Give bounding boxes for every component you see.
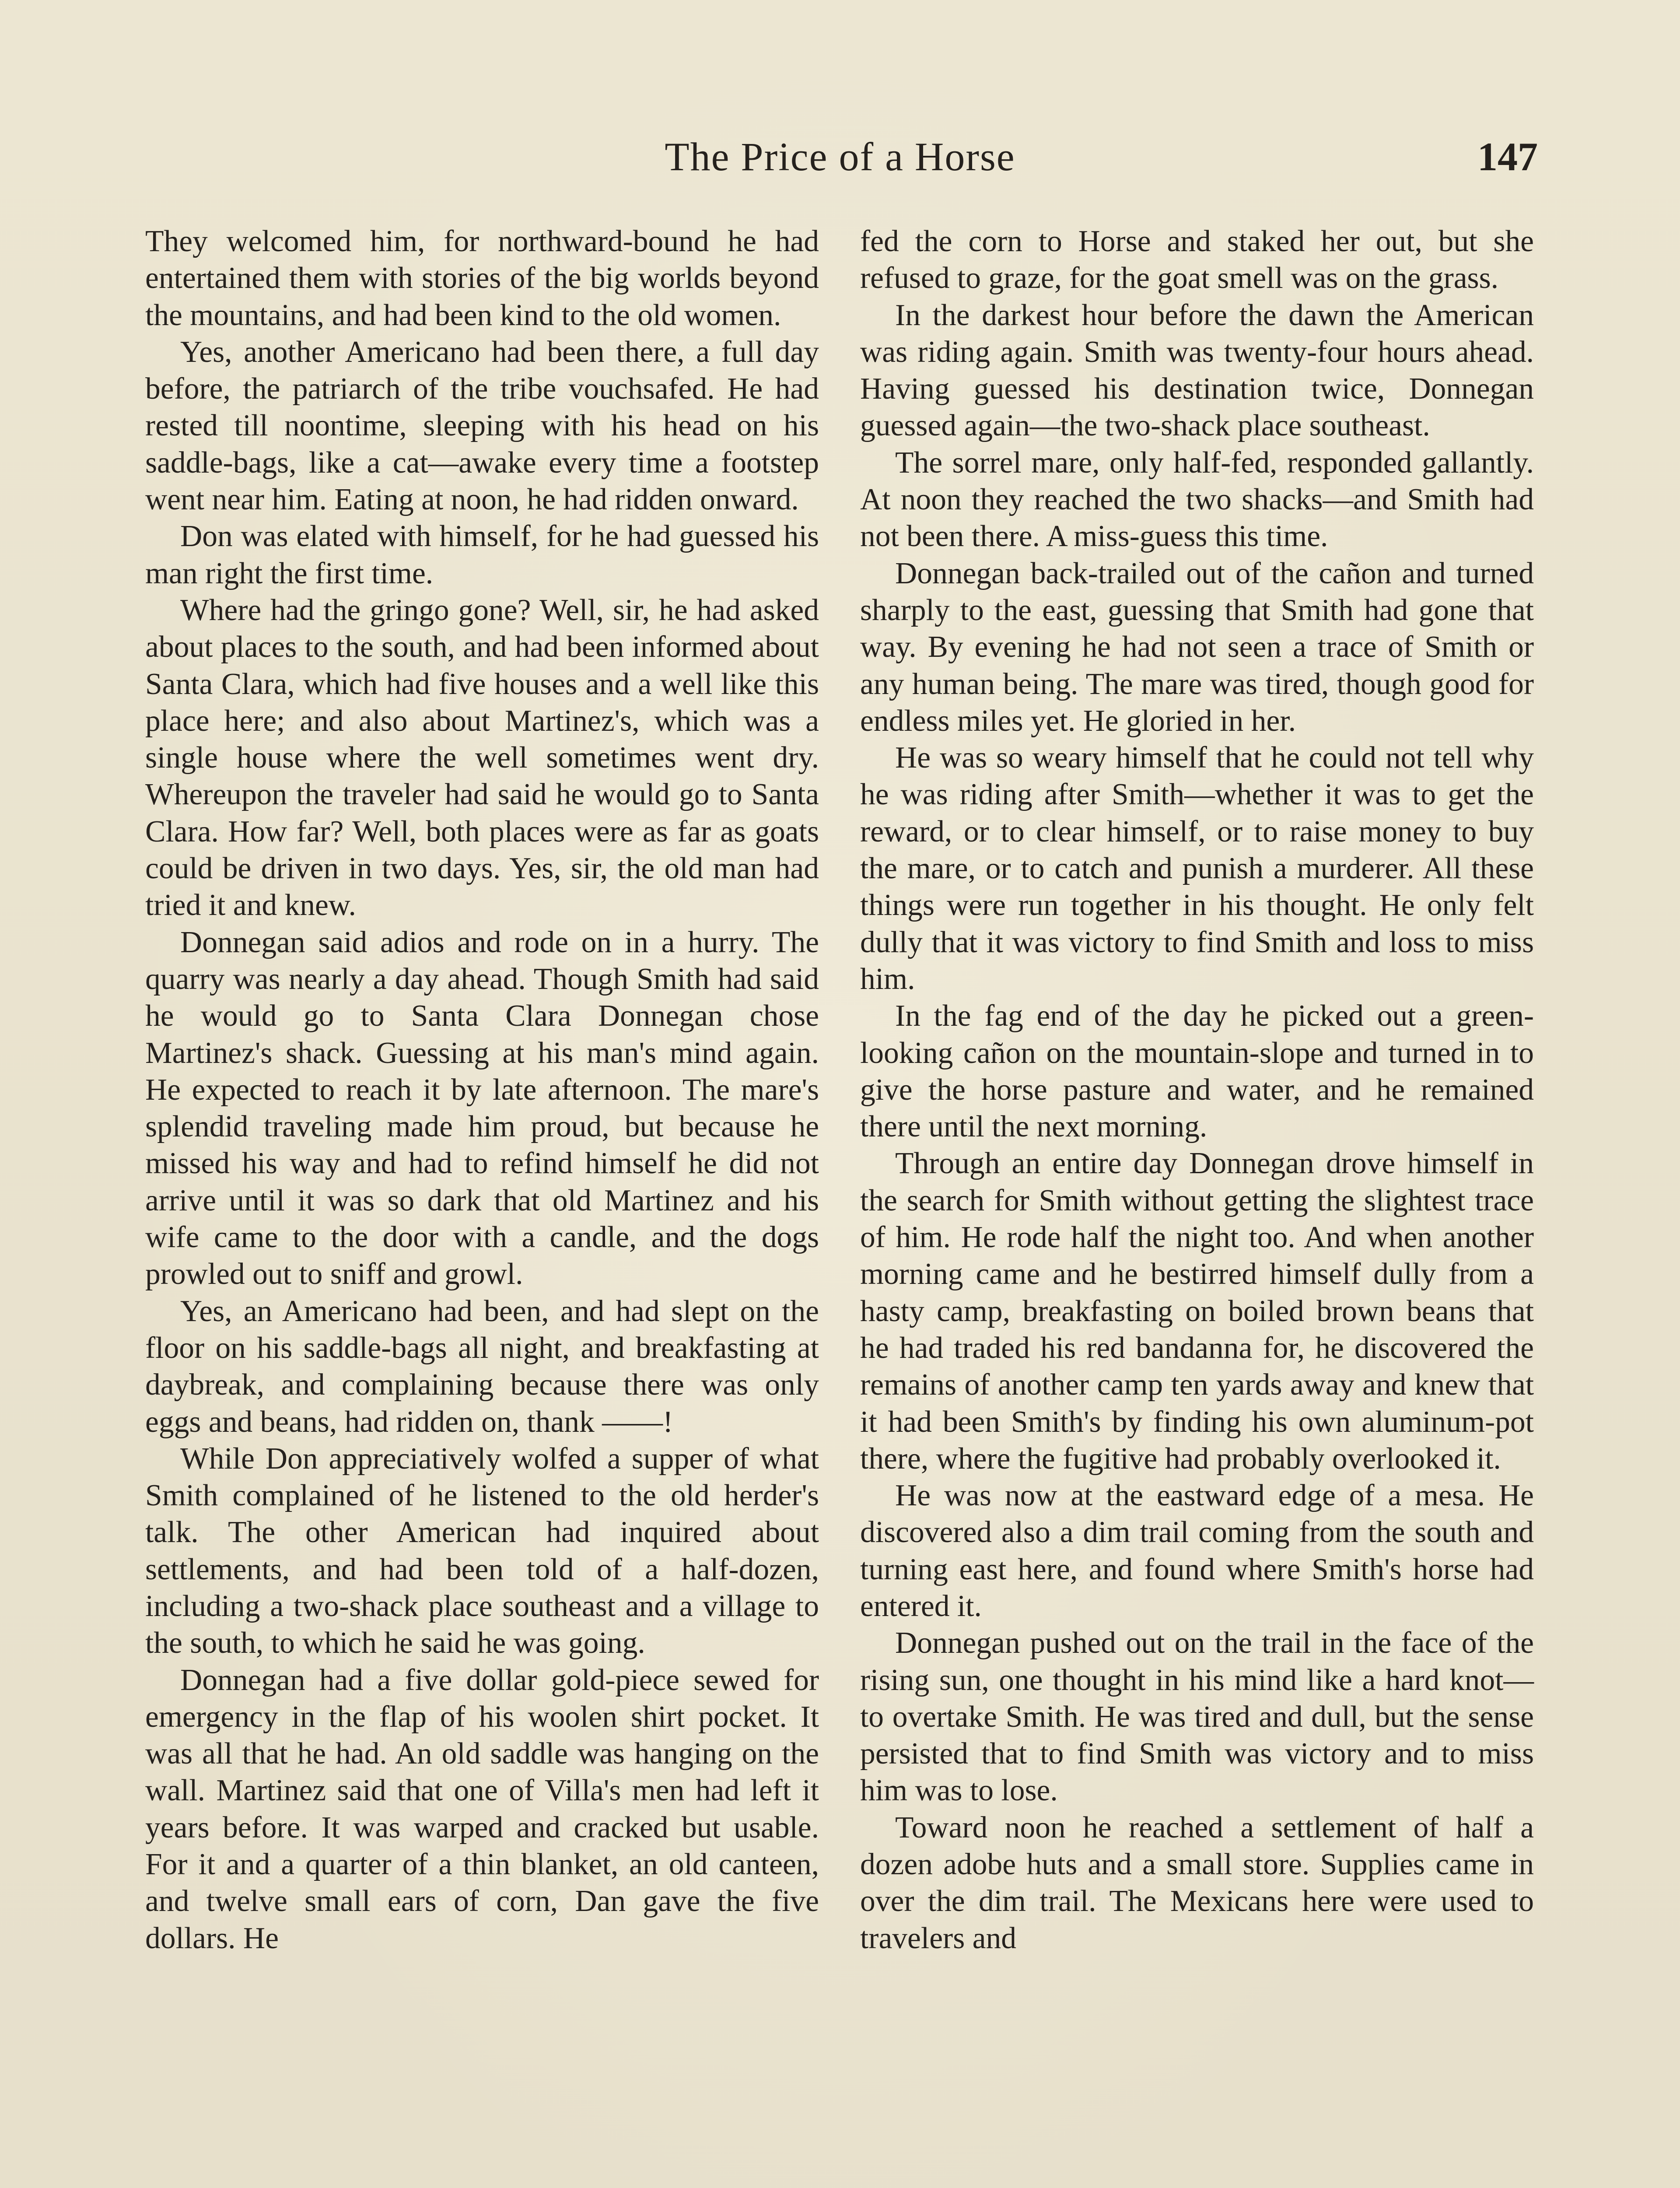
paragraph: In the darkest hour before the dawn the American was riding again. Smith was twenty-four hours ahead. Having guessed his destination twice, Donnegan guessed again—the two-shack place southeast.	[860, 298, 1534, 443]
paragraph: Don was elated with himself, for he had guessed his man right the first time.	[145, 519, 819, 590]
paragraph: Yes, an Americano had been, and had slept on the floor on his saddle-bags all night, and breakfasting at daybreak, and complaining because there was only eggs and beans, had ridden on, thank ——!	[145, 1294, 819, 1439]
paragraph: Yes, another Americano had been there, a full day before, the patriarch of the tribe vouchsafed. He had rested till noontime, sleeping with his head on his saddle-bags, like a cat—awake every time a footstep went near him. Eating at noon, he had ridden onward.	[145, 335, 819, 517]
paragraph: Toward noon he reached a settlement of half a dozen adobe huts and a small store. Supplies came in over the dim trail. The Mexicans here were used to travelers and	[860, 1810, 1534, 1955]
paragraph: Where had the gringo gone? Well, sir, he had asked about places to the south, and had been informed about Santa Clara, which had five houses and a well like this place here; and also about Martinez's, which was a single house where the well sometimes went dry. Whereupon the traveler had said he would go to Santa Clara. How far? Well, both places were as far as goats could be driven in two days. Yes, sir, the old man had tried it and knew.	[145, 593, 819, 922]
paragraph: He was so weary himself that he could not tell why he was riding after Smith—whether it was to get the reward, or to clear himself, or to raise money to buy the mare, or to catch and punish a murderer. All these things were run together in his thought. He only felt dully that it was victory to find Smith and loss to miss him.	[860, 741, 1534, 996]
paragraph: In the fag end of the day he picked out a green-looking cañon on the mountain-slope and turned in to give the horse pasture and water, and he remained there until the next morning.	[860, 999, 1534, 1144]
running-title: The Price of a Horse	[665, 134, 1015, 179]
paragraph: Donnegan back-trailed out of the cañon and turned sharply to the east, guessing that Smith had gone that way. By evening he had not seen a trace of Smith or any human being. The mare was tired, though good for endless miles yet. He gloried in her.	[860, 556, 1534, 738]
paragraph: He was now at the eastward edge of a mesa. He discovered also a dim trail coming from the south and turning east here, and found where Smith's horse had entered it.	[860, 1479, 1534, 1623]
paragraph: Donnegan had a five dollar gold-piece sewed for emergency in the flap of his woolen shirt pocket. It was all that he had. An old saddle was hanging on the wall. Martinez said that one of Villa's men had left it years before. It was warped and cracked but usable. For it and a quarter of a thin blanket, an old canteen, and twelve small ears of corn, Dan gave the five dollars. He	[145, 1663, 819, 1955]
paragraph: They welcomed him, for northward-bound he had entertained them with stories of the big worlds beyond the mountains, and had been kind to the old women.	[145, 224, 819, 332]
paragraph: Donnegan said adios and rode on in a hurry. The quarry was nearly a day ahead. Though Smith had said he would go to Santa Clara Donnegan chose Martinez's shack. Guessing at his man's mind again. He expected to reach it by late afternoon. The mare's splendid traveling made him proud, but because he missed his way and had to refind himself he did not arrive until it was so dark that old Martinez and his wife came to the door with a candle, and the dogs prowled out to sniff and growl.	[145, 925, 819, 1291]
page-number: 147	[1477, 134, 1538, 179]
paragraph: Donnegan pushed out on the trail in the face of the rising sun, one thought in his mind like a hard knot—to overtake Smith. He was tired and dull, but the sense persisted that to find Smith was victory and to miss him was to lose.	[860, 1626, 1534, 1808]
paragraph: fed the corn to Horse and staked her out, but she refused to graze, for the goat smell was on the grass.	[860, 224, 1534, 295]
paragraph: Through an entire day Donnegan drove himself in the search for Smith without getting the slightest trace of him. He rode half the night too. And when another morning came and he bestirred himself dully from a hasty camp, breakfasting on boiled brown beans that he had traded his red bandanna for, he discovered the remains of another camp ten yards away and knew that it had been Smith's by finding his own aluminum-pot there, where the fugitive had probably overlooked it.	[860, 1147, 1534, 1476]
left-text-column	[145, 223, 819, 1957]
paragraph: While Don appreciatively wolfed a supper of what Smith complained of he listened to the old herder's talk. The other American had inquired about settlements, and had been told of a half-dozen, including a two-shack place southeast and a village to the south, to which he said he was going.	[145, 1441, 819, 1660]
page-header	[0, 125, 1680, 190]
paragraph: The sorrel mare, only half-fed, responded gallantly. At noon they reached the two shacks—and Smith had not been there. A miss-guess this time.	[860, 445, 1534, 554]
right-text-column	[860, 223, 1534, 1957]
